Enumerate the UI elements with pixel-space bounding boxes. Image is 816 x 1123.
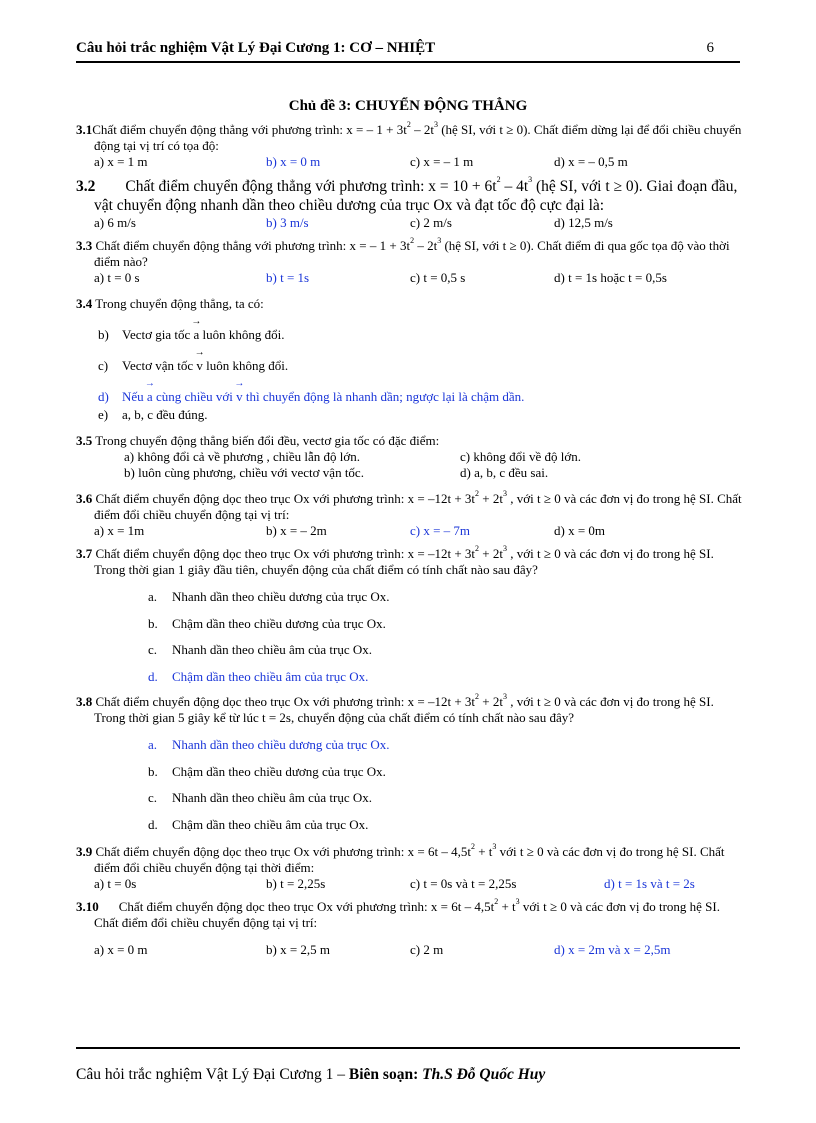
option-d-correct: d) t = 1s và t = 2s bbox=[604, 876, 695, 891]
question-number: 3.2 bbox=[76, 178, 96, 195]
question-text: , với t ≥ 0 và các đơn vị đo trong hệ SI. Chất điểm đổi chiều chuyển động tại vị trí: bbox=[94, 491, 742, 522]
question-text: + 2t bbox=[479, 491, 503, 506]
option-text: Chậm dần theo chiều âm của trục Ox. bbox=[172, 816, 369, 832]
option-d-correct bbox=[76, 388, 742, 406]
question-text: + 2t bbox=[479, 694, 503, 709]
option-b: b) x = 2,5 m bbox=[266, 942, 331, 957]
question-text: (hệ SI, với t ≥ 0). Chất điểm đi qua gốc tọa độ vào thời điểm nào? bbox=[94, 238, 730, 269]
question-text: Chất điểm chuyển động thẳng với phương trình: x = 10 + 6t bbox=[125, 178, 497, 195]
question-3-6 bbox=[76, 491, 742, 539]
option-label: b. bbox=[148, 615, 158, 631]
option-label: c) bbox=[98, 358, 109, 373]
exponent: 2 bbox=[494, 897, 499, 906]
option-b-correct: b) t = 1s bbox=[266, 270, 310, 285]
option-label: a. bbox=[148, 589, 158, 604]
option-label: b) bbox=[98, 327, 109, 342]
exponent: 3 bbox=[433, 120, 438, 129]
option-d: d) x = – 0,5 m bbox=[554, 154, 628, 169]
question-text: Chất điểm chuyển động dọc theo trục Ox với phương trình: x = –12t + 3t bbox=[92, 694, 476, 709]
question-text: + 2t bbox=[479, 546, 503, 561]
option-label: d. bbox=[148, 816, 158, 832]
question-number: 3.9 bbox=[76, 844, 93, 859]
exponent: 3 bbox=[492, 842, 497, 851]
option-a: a) 6 m/s bbox=[94, 215, 136, 230]
option-d: d) a, b, c đều sai. bbox=[460, 465, 549, 480]
option-text: luôn không đổi. bbox=[199, 327, 285, 342]
option-d-correct: d) x = 2m và x = 2,5m bbox=[554, 942, 671, 957]
option-c: c) t = 0,5 s bbox=[410, 270, 466, 285]
footer-author-name: Th.S Đỗ Quốc Huy bbox=[422, 1066, 546, 1083]
option-d-correct bbox=[76, 664, 742, 691]
question-number: 3.7 bbox=[76, 546, 93, 561]
exponent: 3 bbox=[503, 692, 507, 701]
header-title: Câu hỏi trắc nghiệm Vật Lý Đại Cương 1: CƠ – NHIỆT bbox=[76, 40, 436, 56]
question-number: 3.10 bbox=[76, 899, 99, 914]
question-3-8 bbox=[76, 694, 742, 838]
option-c: c) t = 0s và t = 2,25s bbox=[410, 876, 517, 891]
question-text: (hệ SI, với t ≥ 0). Giai đoạn đầu, vật chuyển động nhanh dần theo chiều dương của trục Ox và đạt tốc độ cực đại là: bbox=[94, 178, 738, 214]
option-text: luôn không đổi. bbox=[202, 358, 289, 373]
question-3-7 bbox=[76, 546, 742, 690]
option-label: d. bbox=[148, 668, 158, 684]
option-a bbox=[76, 584, 742, 611]
option-a: a) t = 0 s bbox=[94, 270, 140, 285]
option-text: thì chuyển động là nhanh dần; ngược lại là chậm dần. bbox=[242, 389, 525, 404]
question-text: , với t ≥ 0 và các đơn vị đo trong hệ SI. Trong thời gian 5 giây kể từ lúc t = 2s, chuyển động của chất điểm có tính chất nào sau đây? bbox=[94, 694, 714, 725]
option-c-correct: c) x = – 7m bbox=[410, 523, 471, 538]
question-text: + t bbox=[474, 844, 493, 859]
exponent: 3 bbox=[503, 489, 507, 498]
topic-title: Chủ đề 3: CHUYỂN ĐỘNG THẲNG bbox=[288, 98, 528, 114]
option-b: b) t = 2,25s bbox=[266, 876, 326, 891]
option-c bbox=[76, 785, 742, 812]
exponent: 2 bbox=[410, 236, 415, 245]
option-b bbox=[76, 759, 742, 786]
question-text: Chất điểm chuyển động dọc theo trục Ox với phương trình: x = –12t + 3t bbox=[92, 546, 476, 561]
option-text: Nếu bbox=[122, 389, 147, 404]
vector-a-symbol: → a bbox=[194, 326, 200, 344]
option-text: Vectơ gia tốc bbox=[122, 327, 194, 342]
option-label: e) bbox=[98, 407, 109, 422]
option-text: a, b, c đều đúng. bbox=[122, 407, 208, 422]
option-a: a) x = 1m bbox=[94, 523, 145, 538]
question-text: Chất điểm chuyển động dọc theo trục Ox với phương trình: x = 6t – 4,5t bbox=[92, 844, 471, 859]
option-label: a. bbox=[148, 737, 158, 752]
option-text: Nhanh dần theo chiều dương của trục Ox. bbox=[172, 737, 390, 752]
question-number: 3.3 bbox=[76, 238, 93, 253]
question-text: Chất điểm chuyển động thẳng với phương trình: x = – 1 + 3t bbox=[92, 122, 407, 137]
exponent: 3 bbox=[437, 236, 442, 245]
question-3-9 bbox=[76, 844, 742, 892]
option-c: c) x = – 1 m bbox=[410, 154, 474, 169]
option-d: d) x = 0m bbox=[554, 523, 606, 538]
question-3-2 bbox=[76, 177, 742, 231]
option-b: b) x = – 2m bbox=[266, 523, 327, 538]
option-c bbox=[76, 357, 742, 375]
option-text: Chậm dần theo chiều âm của trục Ox. bbox=[172, 668, 369, 684]
exponent: 2 bbox=[475, 489, 480, 498]
option-d bbox=[76, 812, 742, 839]
question-3-4 bbox=[76, 296, 742, 424]
header-rule bbox=[76, 61, 740, 63]
option-text: Nhanh dần theo chiều dương của trục Ox. bbox=[172, 589, 390, 604]
vector-a-symbol: → a bbox=[147, 388, 153, 406]
option-a-correct bbox=[76, 732, 742, 759]
page-header bbox=[76, 40, 740, 57]
option-label: c. bbox=[148, 642, 158, 657]
question-text: – 4t bbox=[500, 178, 529, 195]
question-number: 3.5 bbox=[76, 433, 93, 448]
option-text: cùng chiều với bbox=[152, 389, 237, 404]
question-number: 3.4 bbox=[76, 296, 93, 311]
option-b-correct: b) 3 m/s bbox=[266, 215, 309, 230]
option-c: c) 2 m/s bbox=[410, 215, 452, 230]
option-b: b) luôn cùng phương, chiều với vectơ vận tốc. bbox=[124, 465, 364, 480]
question-3-5 bbox=[76, 433, 742, 481]
question-text: Chất điểm chuyển động dọc theo trục Ox với phương trình: x = 6t – 4,5t bbox=[118, 899, 495, 914]
footer-author-label: Biên soạn: bbox=[348, 1066, 423, 1083]
option-text: Chậm dần theo chiều dương của trục Ox. bbox=[172, 763, 386, 779]
question-number: 3.6 bbox=[76, 491, 93, 506]
exponent: 3 bbox=[503, 544, 507, 553]
option-label: b. bbox=[148, 763, 158, 779]
question-text: , với t ≥ 0 và các đơn vị đo trong hệ SI. Trong thời gian 1 giây đầu tiên, chuyển động của chất điểm có tính chất nào sau đây? bbox=[94, 546, 714, 577]
exponent: 2 bbox=[470, 842, 475, 851]
question-text: Trong chuyển động thẳng, ta có: bbox=[92, 296, 264, 311]
option-c bbox=[76, 637, 742, 664]
question-text: Chất điểm chuyển động thẳng với phương trình: x = – 1 + 3t bbox=[92, 238, 411, 253]
question-text: với t ≥ 0 và các đơn vị đo trong hệ SI. Chất điểm đổi chiều chuyển động tại thời điểm: bbox=[94, 844, 725, 875]
page-number: 6 bbox=[706, 40, 714, 56]
page-footer bbox=[76, 1066, 545, 1084]
option-text: Vectơ vận tốc bbox=[122, 358, 197, 373]
exponent: 2 bbox=[406, 120, 411, 129]
option-label: c. bbox=[148, 790, 158, 805]
option-b-correct: b) x = 0 m bbox=[266, 154, 321, 169]
question-text: Trong chuyển động thẳng biến đổi đều, vectơ gia tốc có đặc điểm: bbox=[92, 433, 440, 448]
question-text: + t bbox=[498, 899, 516, 914]
exponent: 2 bbox=[496, 175, 501, 184]
exponent: 2 bbox=[475, 692, 480, 701]
question-text: – 2t bbox=[414, 238, 438, 253]
question-3-10 bbox=[76, 899, 742, 958]
option-b bbox=[76, 611, 742, 638]
option-c: c) không đổi về độ lớn. bbox=[460, 449, 581, 464]
question-text: Chất điểm chuyển động dọc theo trục Ox với phương trình: x = –12t + 3t bbox=[92, 491, 476, 506]
option-a: a) không đổi cả về phương , chiều lẫn độ lớn. bbox=[124, 449, 360, 464]
option-text: Chậm dần theo chiều dương của trục Ox. bbox=[172, 615, 386, 631]
option-text: Nhanh dần theo chiều âm của trục Ox. bbox=[172, 790, 372, 805]
option-d: d) t = 1s hoặc t = 0,5s bbox=[554, 270, 667, 285]
option-text: Nhanh dần theo chiều âm của trục Ox. bbox=[172, 642, 372, 657]
vector-v-symbol: → v bbox=[196, 357, 203, 375]
vector-v-symbol: → v bbox=[236, 388, 243, 406]
question-3-3 bbox=[76, 238, 742, 286]
option-label: d) bbox=[98, 389, 109, 404]
question-3-1 bbox=[76, 122, 742, 170]
option-d: d) 12,5 m/s bbox=[554, 215, 613, 230]
footer-rule bbox=[76, 1047, 740, 1049]
question-number: 3.8 bbox=[76, 694, 93, 709]
option-a: a) x = 1 m bbox=[94, 154, 148, 169]
footer-text: Câu hỏi trắc nghiệm Vật Lý Đại Cương 1 – bbox=[76, 1066, 349, 1083]
question-list bbox=[76, 122, 742, 958]
question-text: – 2t bbox=[410, 122, 434, 137]
question-number: 3.1 bbox=[76, 122, 93, 137]
question-text: (hệ SI, với t ≥ 0). Chất điểm dừng lại để đổi chiều chuyển động tại vị trí có tọa độ: bbox=[94, 122, 742, 153]
exponent: 3 bbox=[515, 897, 520, 906]
question-text: với t ≥ 0 và các đơn vị đo trong hệ SI. Chất điểm đổi chiều chuyển động tại vị trí: bbox=[94, 899, 720, 930]
exponent: 2 bbox=[475, 544, 480, 553]
exponent: 3 bbox=[528, 175, 533, 184]
option-e bbox=[76, 406, 742, 424]
option-a: a) t = 0s bbox=[94, 876, 137, 891]
option-a: a) x = 0 m bbox=[94, 942, 148, 957]
option-b bbox=[76, 326, 742, 344]
option-c: c) 2 m bbox=[410, 942, 444, 957]
